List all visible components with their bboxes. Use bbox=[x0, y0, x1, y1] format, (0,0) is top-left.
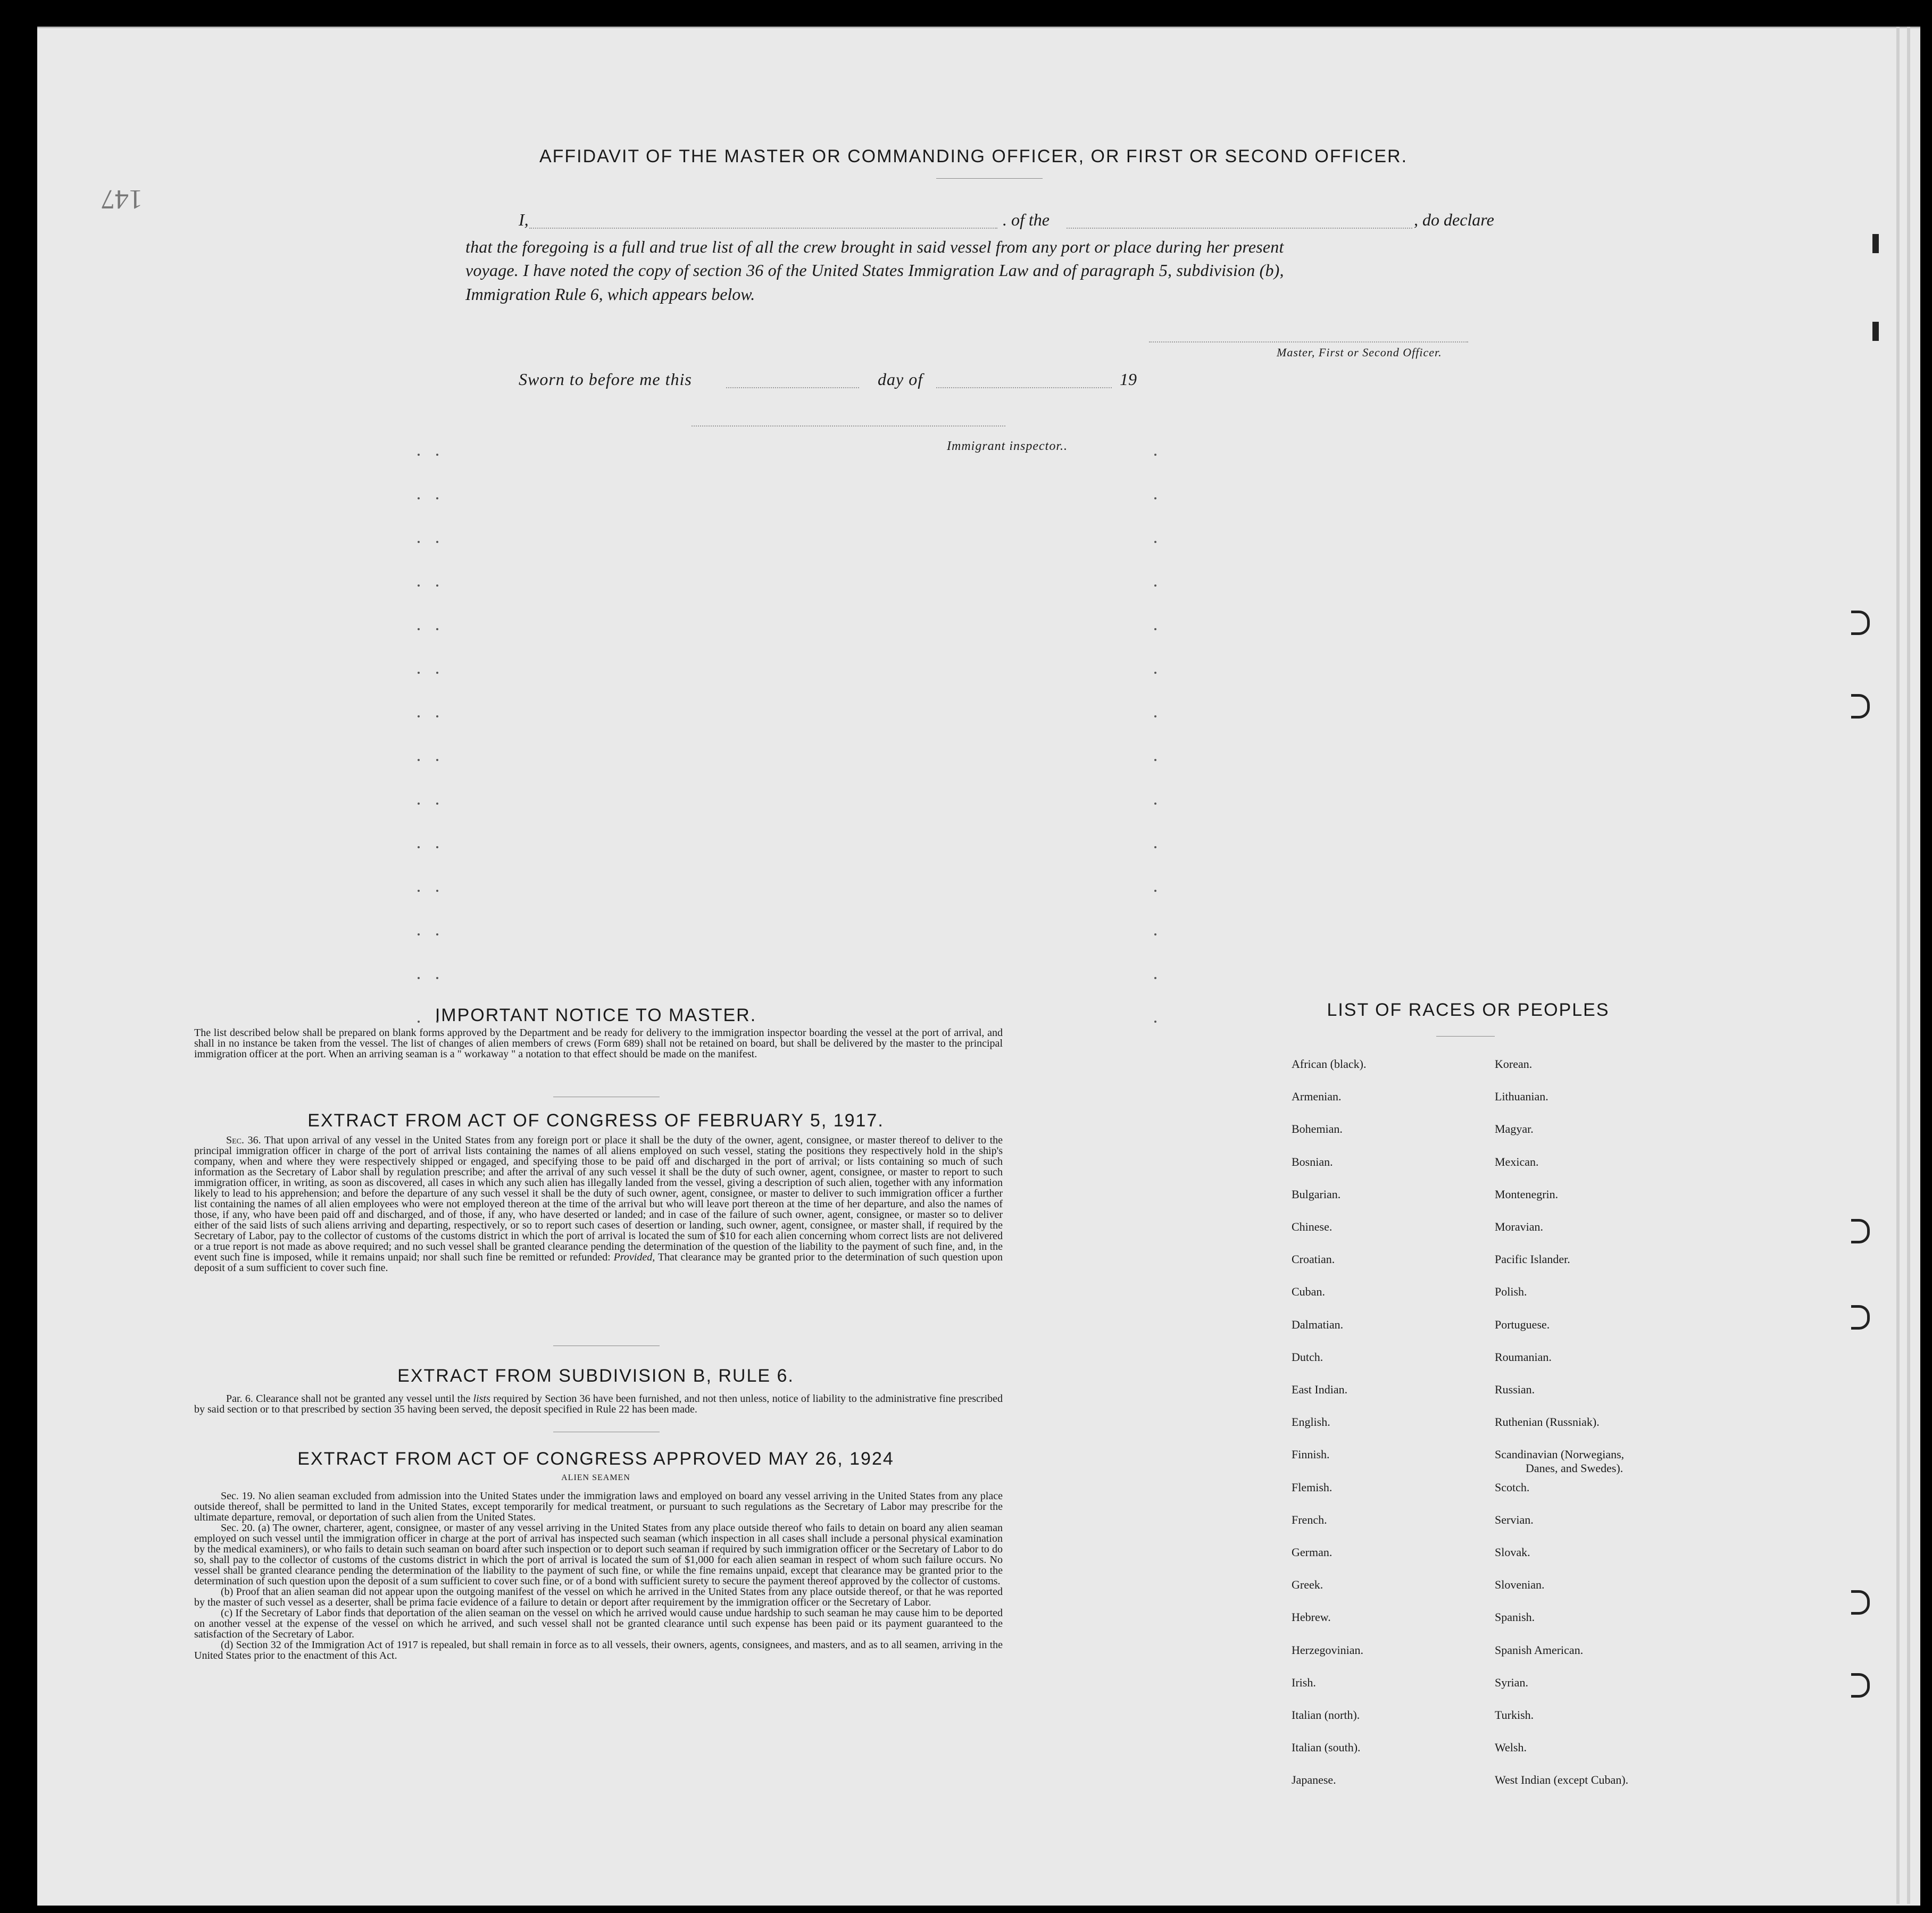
race-item: Japanese. bbox=[1292, 1773, 1336, 1787]
margin-dot bbox=[436, 541, 438, 543]
race-item: Finnish. bbox=[1292, 1448, 1330, 1461]
margin-dot bbox=[1154, 759, 1156, 761]
margin-dot bbox=[436, 846, 438, 848]
margin-dot bbox=[1154, 541, 1156, 543]
race-item: Slovenian. bbox=[1495, 1578, 1545, 1592]
margin-dot bbox=[418, 977, 420, 979]
race-item: Bohemian. bbox=[1292, 1122, 1343, 1136]
declaration-line-2: voyage. I have noted the copy of section 36 of the United States Immigration Law and of paragraph 5, subdivision (b), bbox=[465, 261, 1284, 280]
race-item: Ruthenian (Russniak). bbox=[1495, 1415, 1600, 1429]
race-item: Scotch. bbox=[1495, 1480, 1530, 1494]
race-item: Welsh. bbox=[1495, 1741, 1527, 1755]
punch-hole bbox=[1851, 1590, 1870, 1615]
margin-dot bbox=[436, 759, 438, 761]
race-item: German. bbox=[1292, 1546, 1333, 1559]
punch-hole bbox=[1851, 1219, 1870, 1243]
margin-dot bbox=[1154, 454, 1156, 456]
margin-dot bbox=[436, 803, 438, 805]
extract1-body-end: That clearance may be granted prior to the determination of such question upon deposit of a sum sufficient to cover such fine. bbox=[194, 1251, 1003, 1274]
race-item: Turkish. bbox=[1495, 1708, 1534, 1722]
race-item: African (black). bbox=[1292, 1057, 1367, 1071]
margin-dot bbox=[1154, 1021, 1156, 1023]
extract3-sec19: Sec. 19. No alien seaman excluded from admission into the United States under the immigration laws and employed on board any vessel arriving in the United States from any place outside thereof, shall be permitted to land in the United States, except temporarily for medical treatment, or pursuant to such regulations as the Secretary of Labor may prescribe for the ultimate departure, removal, or deportation of such alien from the United States. bbox=[194, 1490, 1003, 1523]
race-item: Italian (south). bbox=[1292, 1741, 1361, 1755]
extract1-body: That upon arrival of any vessel in the United States from any foreign port or place it shall be the duty of the owner, agent, consignee, or master thereof to deliver to the principal immigration officer in charge of the port of arrival lists containing the names of all aliens employed on such vessel, stating the positions they respectively hold in the ship's company, when and where they were respectively shipped or engaged, and specifying those to be paid off and discharged in the port of arrival; or lists containing so much of such information as the Secretary of Labor shall by regulation prescribe; and after the arrival of any such vessel it shall be the duty of such owner, agent, consignee, or master to report to such immigration officer, in writing, as soon as discovered, all cases in which any such alien has illegally landed from the vessel, giving a description of such alien, together with any information likely to lead to his apprehension; and before the departure of any such vessel it shall be the duty of such owner, agent, consignee, or master to deliver to such immigration officer a further list containing the names of all alien employees who were not employed thereon at the time of the arrival but who will leave port thereon at the time of her departure, and also the names of those, if any, who have been paid off and discharged, and of those, if any, who have deserted or landed; and in case of the failure of such owner, agent, consignee, or master so to deliver either of the said lists of such aliens arriving and departing, respectively, or so to report such cases of desertion or landing, such owner, agent, consignee, or master shall, if required by the Secretary of Labor, pay to the collector of customs of the customs district in which the port of arrival is located the sum of $10 for each alien concerning whom correct lists are not delivered or a true report is not made as above required; and no such vessel shall be granted clearance pending the determination of the question of the liability to the payment of such fine, and, in the event such fine is imposed, while it remains unpaid; nor shall such fine be remitted or refunded: bbox=[194, 1134, 1003, 1263]
extract1-section: Sec. 36. bbox=[226, 1134, 261, 1146]
margin-dot bbox=[418, 890, 420, 892]
extract2-body-b: required by Section 36 have been furnished, and not then unless, notice of liability to the administrative fine prescribed by said section or to that prescribed by section 35 having been served, the deposit specified in Rule 22 has been made. bbox=[194, 1393, 1003, 1415]
race-item: French. bbox=[1292, 1513, 1327, 1526]
declaration-line-1: that the foregoing is a full and true list of all the crew brought in said vessel from any port or place during her present bbox=[465, 237, 1284, 256]
page-edge bbox=[1907, 27, 1910, 1904]
extract2-title: EXTRACT FROM SUBDIVISION B, RULE 6. bbox=[397, 1366, 794, 1386]
day-blank[interactable] bbox=[726, 387, 859, 388]
master-signature-blank[interactable] bbox=[1149, 341, 1468, 342]
day-of-label: day of bbox=[878, 370, 923, 389]
margin-dot bbox=[436, 672, 438, 674]
race-item: Magyar. bbox=[1495, 1122, 1534, 1136]
notice-text: The list described below shall be prepared on blank forms approved by the Department and be ready for delivery to the immigration inspector boarding the vessel at the port of arrival, and shall in no instance be taken from the vessel. The list of changes of alien members of crews (Form 689) shall not be retained on board, but shall be delivered by the master to the principal immigration officer at the port. When an arriving seaman is a " workaway " a notation to that effect should be made on the manifest. bbox=[194, 1027, 1003, 1060]
punch-hole bbox=[1851, 611, 1870, 635]
race-item: Montenegrin. bbox=[1495, 1187, 1559, 1201]
margin-dot bbox=[418, 628, 420, 630]
extract3-subtitle: ALIEN SEAMEN bbox=[561, 1473, 630, 1482]
race-item: Dutch. bbox=[1292, 1350, 1323, 1364]
race-item: Polish. bbox=[1495, 1285, 1527, 1299]
race-item-continuation: Danes, and Swedes). bbox=[1526, 1461, 1623, 1475]
month-blank[interactable] bbox=[936, 387, 1112, 388]
binding-mark bbox=[1872, 322, 1879, 341]
margin-dot bbox=[1154, 933, 1156, 935]
extract1-text bbox=[194, 1135, 1003, 1273]
extract2-text bbox=[194, 1393, 1003, 1415]
binding-mark bbox=[1872, 234, 1879, 253]
race-item: Mexican. bbox=[1495, 1155, 1539, 1168]
master-caption: Master, First or Second Officer. bbox=[1277, 346, 1442, 359]
race-item: Slovak. bbox=[1495, 1546, 1530, 1559]
margin-dot bbox=[418, 584, 420, 587]
margin-dot bbox=[436, 628, 438, 630]
title-rule bbox=[936, 178, 1043, 179]
margin-dot bbox=[436, 715, 438, 717]
margin-dot bbox=[1154, 977, 1156, 979]
margin-dot bbox=[1154, 715, 1156, 717]
race-item: Servian. bbox=[1495, 1513, 1534, 1526]
inspector-caption: Immigrant inspector.. bbox=[947, 439, 1068, 453]
margin-dot bbox=[418, 933, 420, 935]
year-label: 19 bbox=[1120, 370, 1137, 389]
extract2-body-a: Par. 6. Clearance shall not be granted any vessel until the bbox=[226, 1393, 471, 1405]
margin-dot bbox=[418, 803, 420, 805]
extract3-sec20c: (c) If the Secretary of Labor finds that deportation of the alien seaman on the vessel on which he arrived would cause undue hardship to such seaman he may cause him to be deported on another vessel at the expense of the vessel on which he arrived, and such vessel shall not be granted clearance until such expense has been paid or its payment guaranteed to the satisfaction of the Secretary of Labor. bbox=[194, 1607, 1003, 1640]
margin-dot bbox=[418, 497, 420, 499]
race-item: Syrian. bbox=[1495, 1675, 1528, 1689]
margin-dot bbox=[1154, 584, 1156, 587]
punch-hole bbox=[1851, 694, 1870, 719]
race-item: Flemish. bbox=[1292, 1480, 1333, 1494]
affidavit-title: AFFIDAVIT OF THE MASTER OR COMMANDING OFFICER, OR FIRST OR SECOND OFFICER. bbox=[539, 146, 1408, 166]
page-number: 147 bbox=[101, 184, 143, 214]
margin-dot bbox=[1154, 628, 1156, 630]
margin-dot bbox=[418, 454, 420, 456]
race-item: Pacific Islander. bbox=[1495, 1252, 1570, 1266]
of-the-label: . of the bbox=[1003, 210, 1050, 229]
extract3-sec20a: Sec. 20. (a) The owner, charterer, agent, consignee, or master of any vessel arriving in the United States from any place outside thereof who fails to detain on board any alien seaman employed on such vessel until the immigration officer in charge at the port of arrival has inspected such seaman (which inspection in all cases shall include a personal physical examination by the medical examiners), or who fails to detain such seaman on board after such inspection or to deport such seaman if required by such immigration officer or the Secretary of Labor to do so, shall pay to the collector of customs of the customs district in which the port of arrival is located the sum of $1,000 for each alien seaman in respect of whom such failure occurs. No vessel shall be granted clearance pending the determination of the liability to the payment of such fine, or while the fine remains unpaid, except that clearance may be granted prior to the determination of such question upon the deposit of a sum sufficient to cover such fine, or of a bond with sufficient surety to secure the payment thereof approved by the collector of customs. bbox=[194, 1522, 1003, 1587]
extract1-provided: Provided, bbox=[613, 1251, 655, 1263]
race-item: Russian. bbox=[1495, 1383, 1535, 1396]
race-item: Bosnian. bbox=[1292, 1155, 1333, 1168]
sworn-label: Sworn to before me this bbox=[519, 370, 692, 389]
extract3-sec20d: (d) Section 32 of the Immigration Act of 1917 is repealed, but shall remain in force as to all vessels, their owners, agents, consignees, and masters, and as to all seamen, arriving in the United States prior to the enactment of this Act. bbox=[194, 1639, 1003, 1661]
declaration-line-3: Immigration Rule 6, which appears below. bbox=[465, 285, 755, 304]
race-item: Croatian. bbox=[1292, 1252, 1335, 1266]
race-item: Irish. bbox=[1292, 1675, 1316, 1689]
race-item: Portuguese. bbox=[1495, 1317, 1550, 1331]
race-item: Lithuanian. bbox=[1495, 1090, 1548, 1104]
margin-dot bbox=[436, 933, 438, 935]
race-item: Spanish. bbox=[1495, 1610, 1535, 1624]
margin-dot bbox=[1154, 803, 1156, 805]
do-declare-label: , do declare bbox=[1414, 210, 1494, 229]
margin-dot bbox=[1154, 890, 1156, 892]
margin-dot bbox=[436, 497, 438, 499]
extract2-lists: lists bbox=[473, 1393, 490, 1405]
margin-dot bbox=[436, 977, 438, 979]
margin-dot bbox=[1154, 846, 1156, 848]
margin-dot bbox=[436, 454, 438, 456]
punch-hole bbox=[1851, 1305, 1870, 1330]
margin-dot bbox=[418, 715, 420, 717]
extract3-sec20b: (b) Proof that an alien seaman did not appear upon the outgoing manifest of the vessel on which he arrived in the United States from any place outside thereof, or that he was reported by the master of such vessel as a deserter, shall be prima facie evidence of a failure to detain or deport after requirement by the immigration officer or the Secretary of Labor. bbox=[194, 1586, 1003, 1608]
race-item: Hebrew. bbox=[1292, 1610, 1331, 1624]
extract3-text bbox=[194, 1491, 1003, 1661]
inspector-signature-blank[interactable] bbox=[692, 425, 1005, 427]
race-item: Moravian. bbox=[1495, 1220, 1544, 1233]
race-item: Korean. bbox=[1495, 1057, 1533, 1071]
race-item: Herzegovinian. bbox=[1292, 1643, 1363, 1657]
race-item: Roumanian. bbox=[1495, 1350, 1552, 1364]
race-item: West Indian (except Cuban). bbox=[1495, 1773, 1629, 1787]
race-item: Cuban. bbox=[1292, 1285, 1325, 1299]
margin-dot bbox=[1154, 497, 1156, 499]
race-item: East Indian. bbox=[1292, 1383, 1348, 1396]
races-title: LIST OF RACES OR PEOPLES bbox=[1327, 1000, 1610, 1020]
race-item: Dalmatian. bbox=[1292, 1317, 1344, 1331]
race-item: Spanish American. bbox=[1495, 1643, 1584, 1657]
race-item: English. bbox=[1292, 1415, 1330, 1429]
vessel-blank[interactable] bbox=[1067, 228, 1412, 229]
margin-dot bbox=[418, 846, 420, 848]
race-item: Italian (north). bbox=[1292, 1708, 1360, 1722]
margin-dot bbox=[418, 541, 420, 543]
margin-dot bbox=[436, 890, 438, 892]
race-item: Bulgarian. bbox=[1292, 1187, 1341, 1201]
affidavit-i-label: I, bbox=[519, 210, 529, 229]
page-edge bbox=[1896, 27, 1900, 1904]
race-item: Armenian. bbox=[1292, 1090, 1342, 1104]
races-rule bbox=[1436, 1036, 1495, 1037]
margin-dot bbox=[1154, 672, 1156, 674]
name-blank[interactable] bbox=[529, 228, 997, 229]
race-item: Scandinavian (Norwegians, bbox=[1495, 1448, 1625, 1461]
margin-dot bbox=[418, 759, 420, 761]
notice-title: IMPORTANT NOTICE TO MASTER. bbox=[435, 1005, 757, 1025]
margin-dot bbox=[436, 584, 438, 587]
extract1-title: EXTRACT FROM ACT OF CONGRESS OF FEBRUARY 5, 1917. bbox=[307, 1110, 884, 1131]
extract3-title: EXTRACT FROM ACT OF CONGRESS APPROVED MAY 26, 1924 bbox=[297, 1449, 894, 1469]
race-item: Chinese. bbox=[1292, 1220, 1333, 1233]
race-item: Greek. bbox=[1292, 1578, 1323, 1592]
margin-dot bbox=[418, 672, 420, 674]
punch-hole bbox=[1851, 1673, 1870, 1698]
